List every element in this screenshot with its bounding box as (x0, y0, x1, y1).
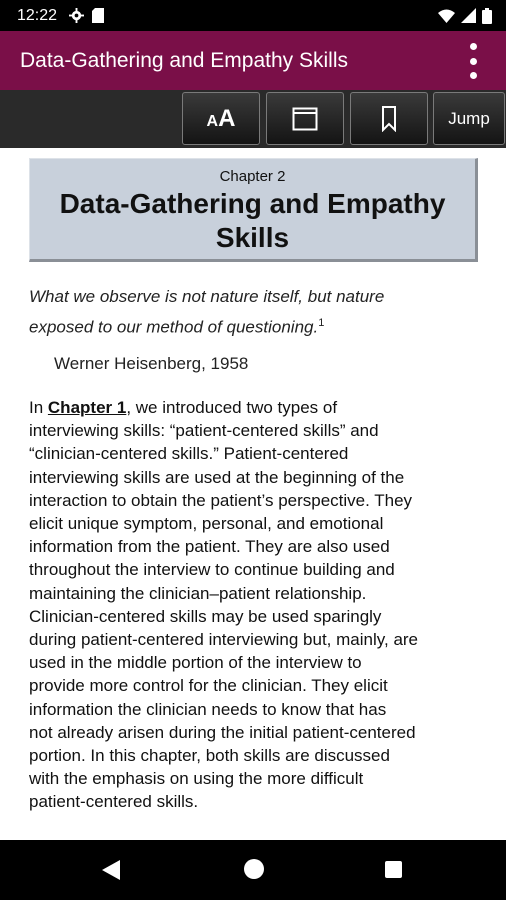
reader-toolbar (0, 90, 506, 148)
body-line: provide more control for the clinician. They elicit (29, 676, 388, 696)
bookmark-icon (381, 106, 397, 132)
gear-icon (69, 8, 84, 23)
body-line: not already arisen during the initial patient-centered (29, 722, 416, 742)
epigraph-attribution: Werner Heisenberg, 1958 (54, 354, 249, 373)
battery-icon (482, 8, 492, 24)
signal-icon (461, 8, 476, 23)
recents-icon[interactable] (385, 861, 402, 878)
body-line: Clinician-centered skills may be used sparingly (29, 606, 382, 626)
chapter-title: Data-Gathering and Empathy Skills (59, 188, 446, 253)
font-size-button[interactable] (182, 92, 260, 145)
font-size-icon: AA (206, 104, 236, 132)
chapter-1-link[interactable]: Chapter 1 (47, 398, 127, 417)
body-line: interaction to obtain the patient’s perspective. They (29, 490, 413, 510)
body-paragraph: In Chapter 1, we introduced two types of interviewing skills: “patient-centered skills” and “clinician-centered skills.” Patient-centered interviewing skills are used at the beginning of the interaction to obtain the patient’s perspective. They elicit unique symptom, personal, and emotional information from the patient. They are also used throughout the interview to continue building and maintaining the clinician–patient relationship. Clinician-centered skills may be used sparingly during patient-centered interviewing but, mainly, are used in the middle portion of the interview to provide more control for the clinician. They elicit information the clinician needs to know that has not already arisen during the initial patient-centered portion. In this chapter, both skills are discussed with the emphasis on using the more difficult patient-centered skills. (29, 396, 481, 814)
status-bar (0, 0, 506, 31)
toc-button[interactable] (266, 92, 344, 145)
home-icon[interactable] (244, 859, 264, 879)
body-line: maintaining the clinician–patient relationship. (29, 583, 367, 603)
chapter-header (29, 158, 478, 262)
epigraph-line-1: What we observe is not nature itself, but nature (29, 287, 385, 306)
sd-card-icon (92, 8, 104, 23)
body-line: with the emphasis on using the more difficult (29, 769, 364, 789)
app-title: Data-Gathering and Empathy Skills (20, 48, 348, 72)
body-line: information from the patient. They are also used (29, 537, 390, 557)
overflow-menu-icon[interactable] (466, 43, 480, 79)
footnote-ref[interactable]: 1 (318, 317, 325, 329)
epigraph (29, 284, 479, 341)
body-line: patient-centered skills. (29, 792, 199, 812)
app-bar (0, 31, 506, 90)
bookmark-button[interactable] (350, 92, 428, 145)
body-line: portion. In this chapter, both skills are discussed (29, 746, 390, 766)
navigation-bar (0, 840, 506, 900)
wifi-icon (438, 9, 455, 23)
body-line: information the clinician needs to know that has (29, 699, 387, 719)
body-line: interviewing skills: “patient-centered skills” and (29, 421, 379, 441)
back-icon[interactable] (102, 860, 120, 880)
toc-icon (292, 107, 318, 131)
chapter-label: Chapter 2 (219, 168, 286, 185)
reader-content[interactable] (0, 148, 506, 840)
status-time: 12:22 (17, 6, 58, 24)
body-line: during patient-centered interviewing but, mainly, are (29, 630, 419, 650)
body-line: elicit unique symptom, personal, and emotional (29, 514, 384, 534)
body-line: interviewing skills are used at the beginning of the (29, 467, 405, 487)
epigraph-line-2: exposed to our method of questioning. (29, 317, 319, 337)
body-line: throughout the interview to continue building and (29, 560, 395, 580)
jump-button[interactable]: Jump (433, 92, 505, 145)
body-line: “clinician-centered skills.” Patient-centered (29, 444, 349, 464)
body-line: used in the middle portion of the interview to (29, 653, 362, 673)
